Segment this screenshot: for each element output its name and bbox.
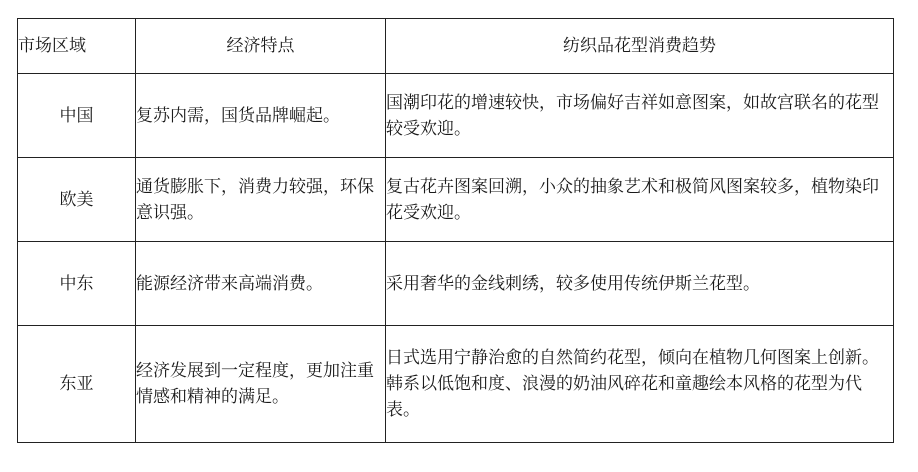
document-page — [17, 18, 893, 443]
table-row — [18, 74, 894, 158]
table-header-row — [18, 19, 894, 74]
table-row — [18, 326, 894, 443]
economy-cell: 复苏内需，国货品牌崛起。 — [136, 74, 386, 158]
economy-cell: 能源经济带来高端消费。 — [136, 242, 386, 326]
header-pattern-trend: 纺织品花型消费趋势 — [386, 19, 894, 74]
region-cell: 中国 — [18, 74, 136, 158]
region-cell: 欧美 — [18, 158, 136, 242]
trend-cell: 国潮印花的增速较快，市场偏好吉祥如意图案，如故宫联名的花型较受欢迎。 — [386, 74, 894, 158]
header-market-region: 市场区域 — [18, 19, 136, 74]
region-cell: 东亚 — [18, 326, 136, 443]
header-economic-features: 经济特点 — [136, 19, 386, 74]
trend-cell: 日式选用宁静治愈的自然简约花型，倾向在植物几何图案上创新。韩系以低饱和度、浪漫的奶油风碎花和童趣绘本风格的花型为代表。 — [386, 326, 894, 443]
economy-cell: 通货膨胀下，消费力较强，环保意识强。 — [136, 158, 386, 242]
table-row — [18, 158, 894, 242]
region-cell: 中东 — [18, 242, 136, 326]
economy-cell: 经济发展到一定程度，更加注重情感和精神的满足。 — [136, 326, 386, 443]
market-trend-table — [17, 18, 894, 443]
trend-cell: 复古花卉图案回溯，小众的抽象艺术和极简风图案较多，植物染印花受欢迎。 — [386, 158, 894, 242]
table-row — [18, 242, 894, 326]
trend-cell: 采用奢华的金线刺绣，较多使用传统伊斯兰花型。 — [386, 242, 894, 326]
